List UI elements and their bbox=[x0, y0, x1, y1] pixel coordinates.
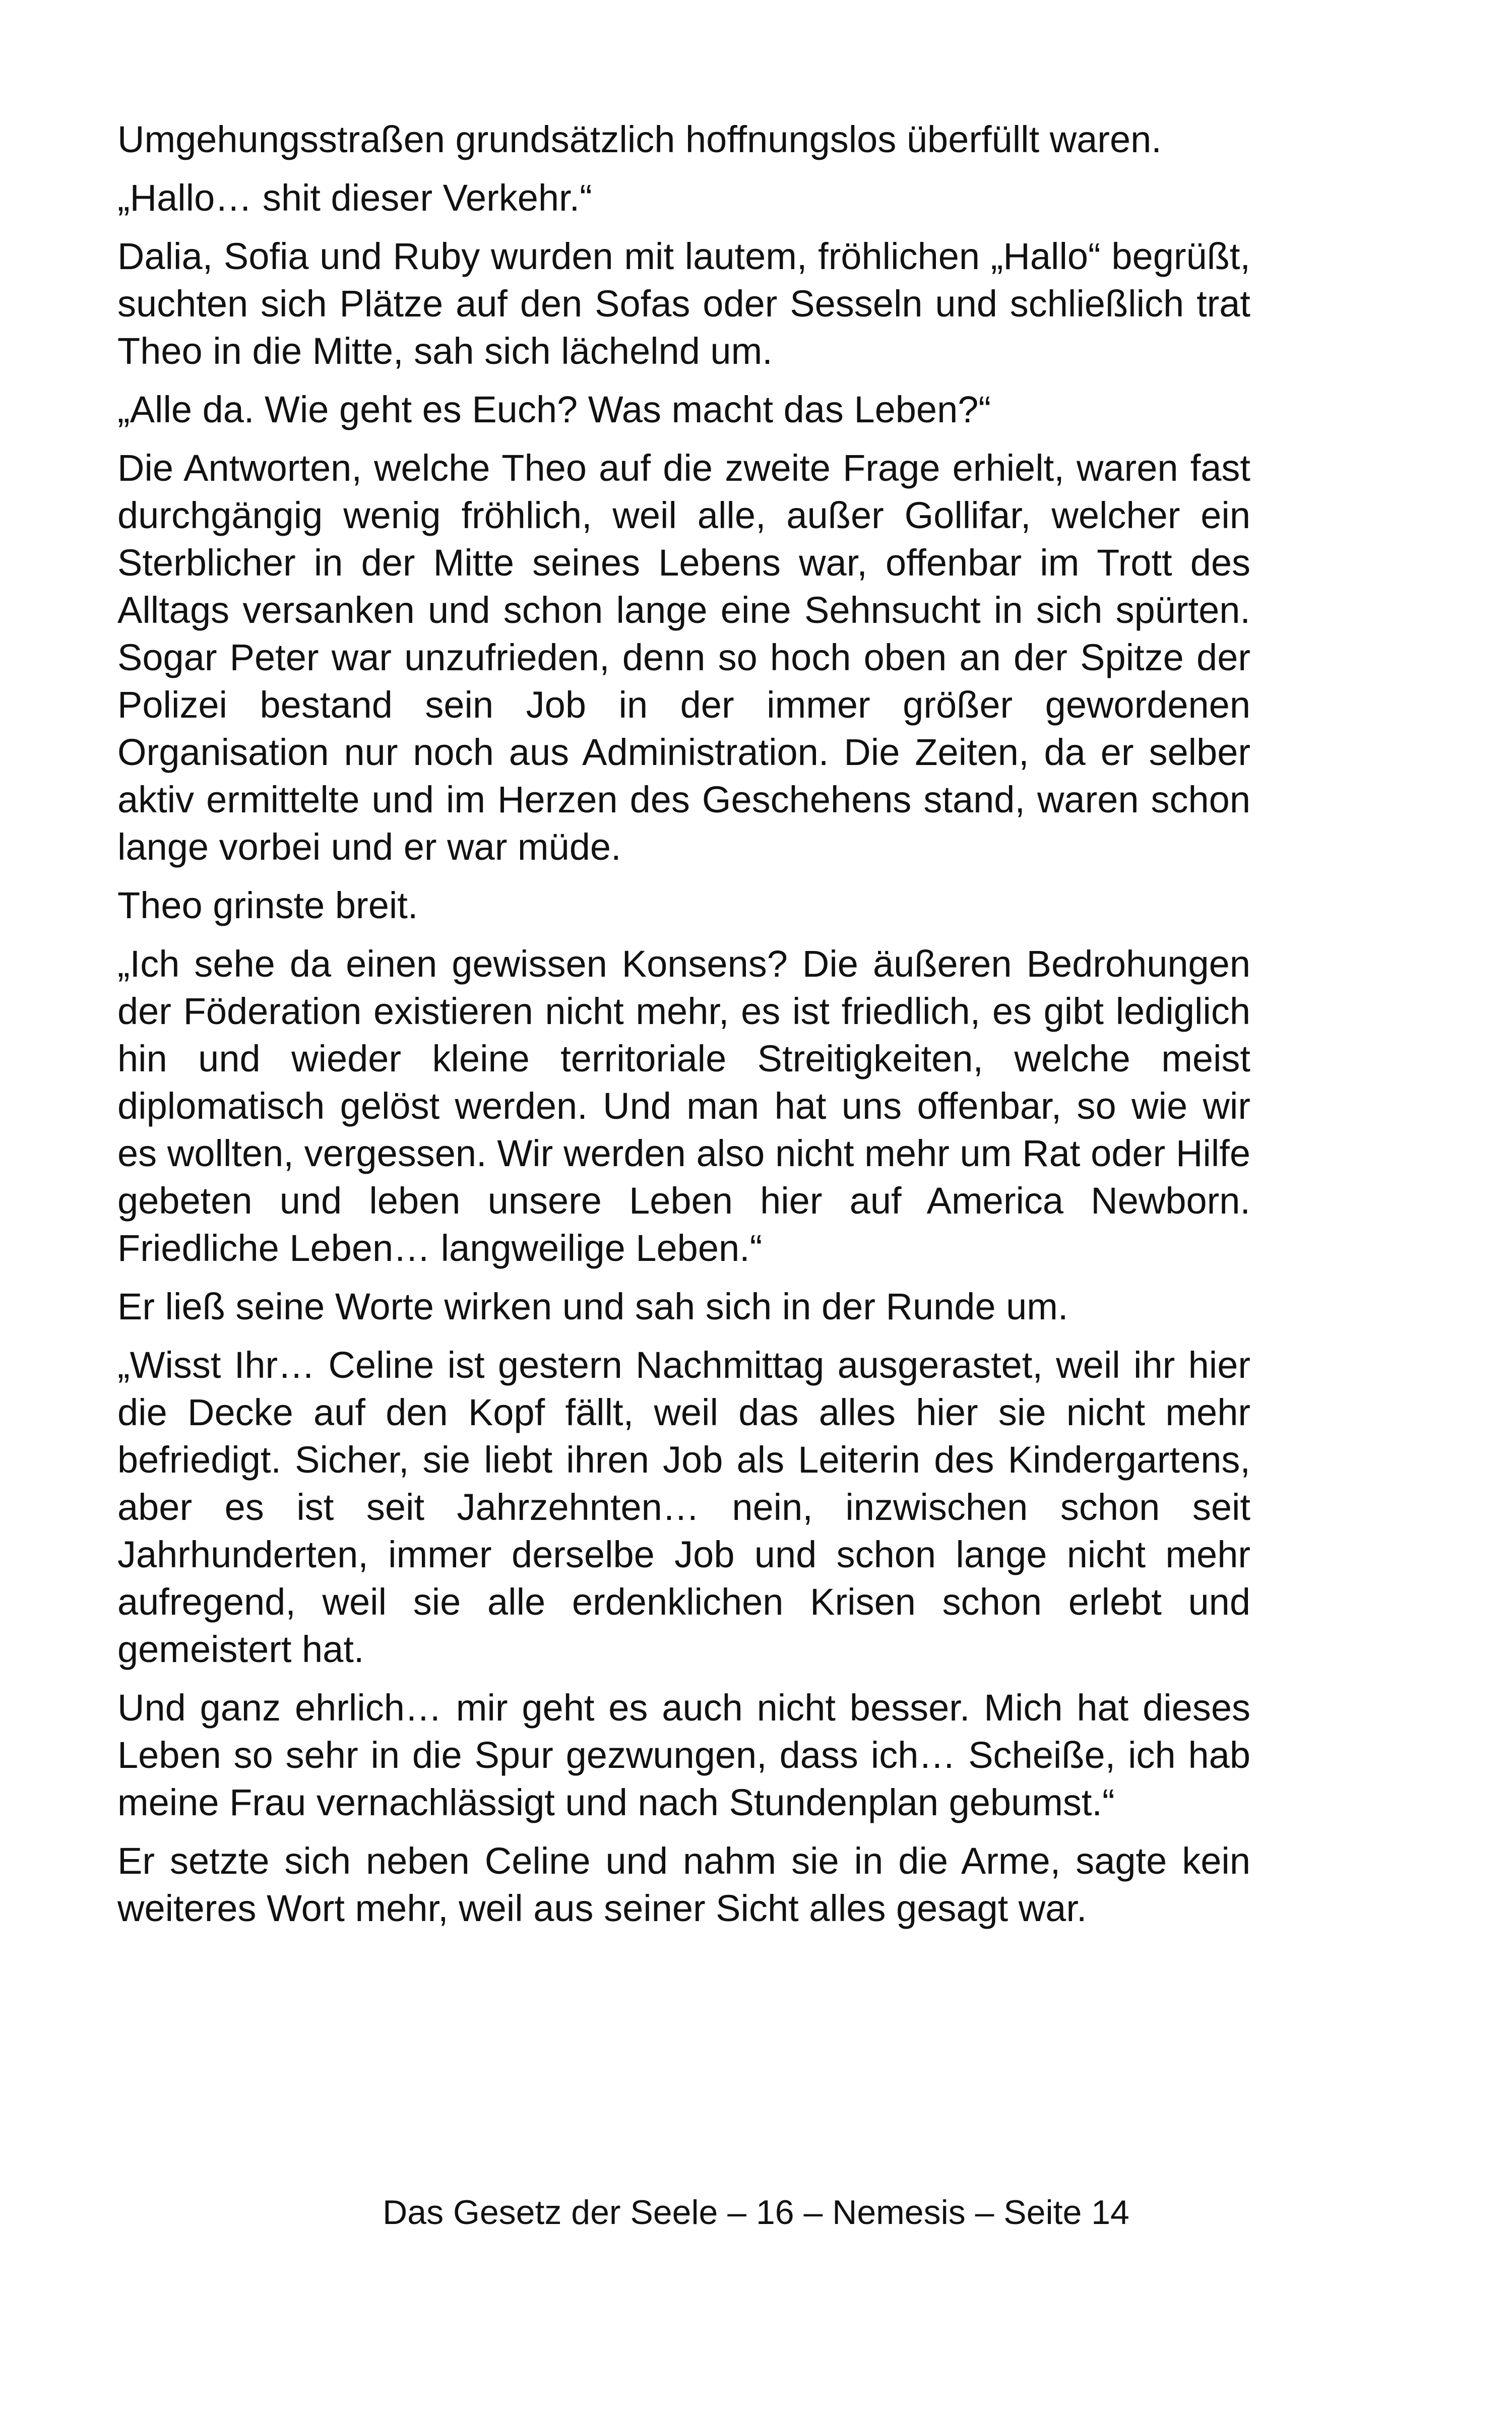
paragraph: „Wisst Ihr… Celine ist gestern Nachmittag ausgerastet, weil ihr hier die Decke auf den Kopf fällt, weil das alles hier sie nicht mehr befriedigt. Sicher, sie liebt ihren Job als Leiterin des Kindergartens, aber es ist seit Jahrzehnten… nein, inzwischen schon seit Jahrhunderten, immer derselbe Job und schon lange nicht mehr aufregend, weil sie alle erdenklichen Krisen schon erlebt und gemeistert hat. bbox=[117, 1344, 1250, 1670]
page-footer: Das Gesetz der Seele – 16 – Nemesis – Seite 14 bbox=[383, 2193, 1129, 2232]
paragraph: „Alle da. Wie geht es Euch? Was macht das Leben?“ bbox=[117, 389, 991, 430]
paragraph: „Hallo… shit dieser Verkehr.“ bbox=[117, 177, 592, 219]
body-text bbox=[117, 116, 1250, 1943]
paragraph: Dalia, Sofia und Ruby wurden mit lautem, fröhlichen „Hallo“ begrüßt, suchten sich Plätze auf den Sofas oder Sesseln und schließlich trat Theo in die Mitte, sah sich lächelnd um. bbox=[117, 235, 1250, 372]
paragraph: Und ganz ehrlich… mir geht es auch nicht besser. Mich hat dieses Leben so sehr in die Spur gezwungen, dass ich… Scheiße, ich hab meine Frau vernachlässigt und nach Stundenplan gebumst.“ bbox=[117, 1687, 1250, 1823]
paragraph: Die Antworten, welche Theo auf die zweite Frage erhielt, waren fast durchgängig wenig fröhlich, weil alle, außer Gollifar, welcher ein Sterblicher in der Mitte seines Lebens war, offenbar im Trott des Alltags versanken und schon lange eine Sehnsucht in sich spürten. Sogar Peter war unzufrieden, denn so hoch oben an der Spitze der Polizei bestand sein Job in der immer größer gewordenen Organisation nur noch aus Administration. Die Zeiten, da er selber aktiv ermittelte und im Herzen des Geschehens stand, waren schon lange vorbei und er war müde. bbox=[117, 447, 1250, 868]
paragraph: Theo grinste breit. bbox=[117, 884, 418, 926]
paragraph: Er ließ seine Worte wirken und sah sich in der Runde um. bbox=[117, 1286, 1068, 1327]
paragraph: „Ich sehe da einen gewissen Konsens? Die äußeren Bedrohungen der Föderation existieren nicht mehr, es ist friedlich, es gibt lediglich hin und wieder kleine territoriale Streitigkeiten, welche meist diplomatisch gelöst werden. Und man hat uns offenbar, so wie wir es wollten, vergessen. Wir werden also nicht mehr um Rat oder Hilfe gebeten und leben unsere Leben hier auf America Newborn. Friedliche Leben… langweilige Leben.“ bbox=[117, 943, 1250, 1269]
paragraph: Umgehungsstraßen grundsätzlich hoffnungslos überfüllt waren. bbox=[117, 118, 1162, 160]
paragraph: Er setzte sich neben Celine und nahm sie in die Arme, sagte kein weiteres Wort mehr, weil aus seiner Sicht alles gesagt war. bbox=[117, 1840, 1250, 1929]
